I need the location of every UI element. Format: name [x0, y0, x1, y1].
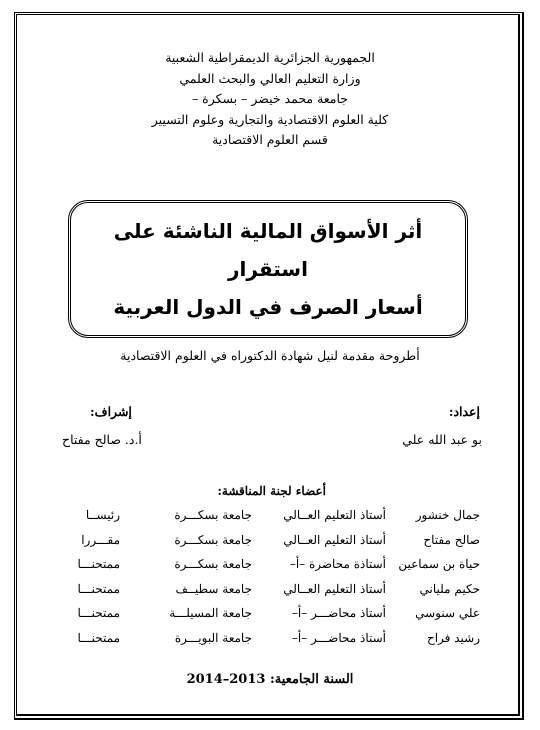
member-university: جامعة سطيــف	[175, 581, 252, 596]
header-line: قسم العلوم الاقتصادية	[212, 132, 328, 147]
thesis-title-line2: أسعار الصرف في الدول العربية	[113, 295, 423, 319]
member-name: رشيد فراح	[426, 630, 480, 645]
member-university: جامعة بسكـــرة	[174, 508, 252, 522]
member-name: حكيم ملياني	[419, 581, 480, 596]
committee-row	[56, 631, 484, 656]
member-role: مقـــررا	[81, 532, 120, 547]
committee-row	[56, 582, 484, 607]
supervision-label: إشراف:	[90, 404, 132, 419]
committee-row	[56, 557, 484, 582]
thesis-title-line1: أثر الأسواق المالية الناشئة على استقرار	[113, 219, 423, 281]
member-name: علي سنوسي	[415, 606, 480, 620]
member-name: صالح مفتاح	[423, 532, 480, 547]
committee-title: أعضاء لجنة المناقشة:	[217, 484, 326, 498]
member-role: ممتحنـــا	[77, 630, 120, 645]
member-role: رئيســا	[85, 508, 120, 522]
member-rank: أستاذ التعليم العــالي	[283, 508, 386, 522]
member-university: جامعة المسيلـــة	[169, 606, 252, 620]
supervisor-name: أ.د. صالح مفتاح	[62, 432, 142, 447]
member-university: جامعة بسكـــرة	[174, 557, 252, 571]
header-line: كلية العلوم الاقتصادية والتجارية وعلوم التسيير	[151, 111, 389, 127]
header-line: وزارة التعليم العالي والبحث العلمي	[179, 70, 361, 86]
thesis-subtitle: أطروحة مقدمة لنيل شهادة الدكتوراه في العلوم الاقتصادية	[120, 348, 420, 363]
member-name: جمال خنشور	[415, 508, 480, 522]
preparation-label: إعداد:	[448, 404, 480, 419]
committee-table	[56, 508, 484, 655]
member-university: جامعة بسكـــرة	[174, 532, 252, 547]
header-line: جامعة محمد خيضر – بسكرة –	[191, 91, 349, 106]
member-role: ممتحنـــا	[77, 581, 120, 596]
member-name: حياة بن سماعين	[398, 557, 480, 571]
author-name: بو عبد الله علي	[402, 432, 482, 447]
member-rank: أستاذ التعليم العــالي	[283, 581, 386, 596]
header-line: الجمهورية الجزائرية الديمقراطية الشعبية	[165, 50, 375, 65]
member-rank: أستاذ محاضـــر –أ–	[291, 630, 386, 645]
member-role: ممتحنـــا	[77, 606, 120, 620]
committee-row	[56, 508, 484, 533]
member-role: ممتحنـــا	[77, 557, 120, 571]
committee-row	[56, 606, 484, 631]
member-rank: أستاذة محاضرة –أ–	[289, 557, 386, 571]
member-rank: أستاذ التعليم العــالي	[283, 532, 386, 547]
academic-year: السنة الجامعية: 2013–2014	[186, 672, 354, 687]
institution-header	[0, 48, 540, 151]
committee-row	[56, 533, 484, 558]
member-rank: أستاذ محاضـــر –أ–	[291, 606, 386, 620]
member-university: جامعة البويـــرة	[174, 630, 252, 645]
thesis-title-box	[68, 200, 468, 338]
